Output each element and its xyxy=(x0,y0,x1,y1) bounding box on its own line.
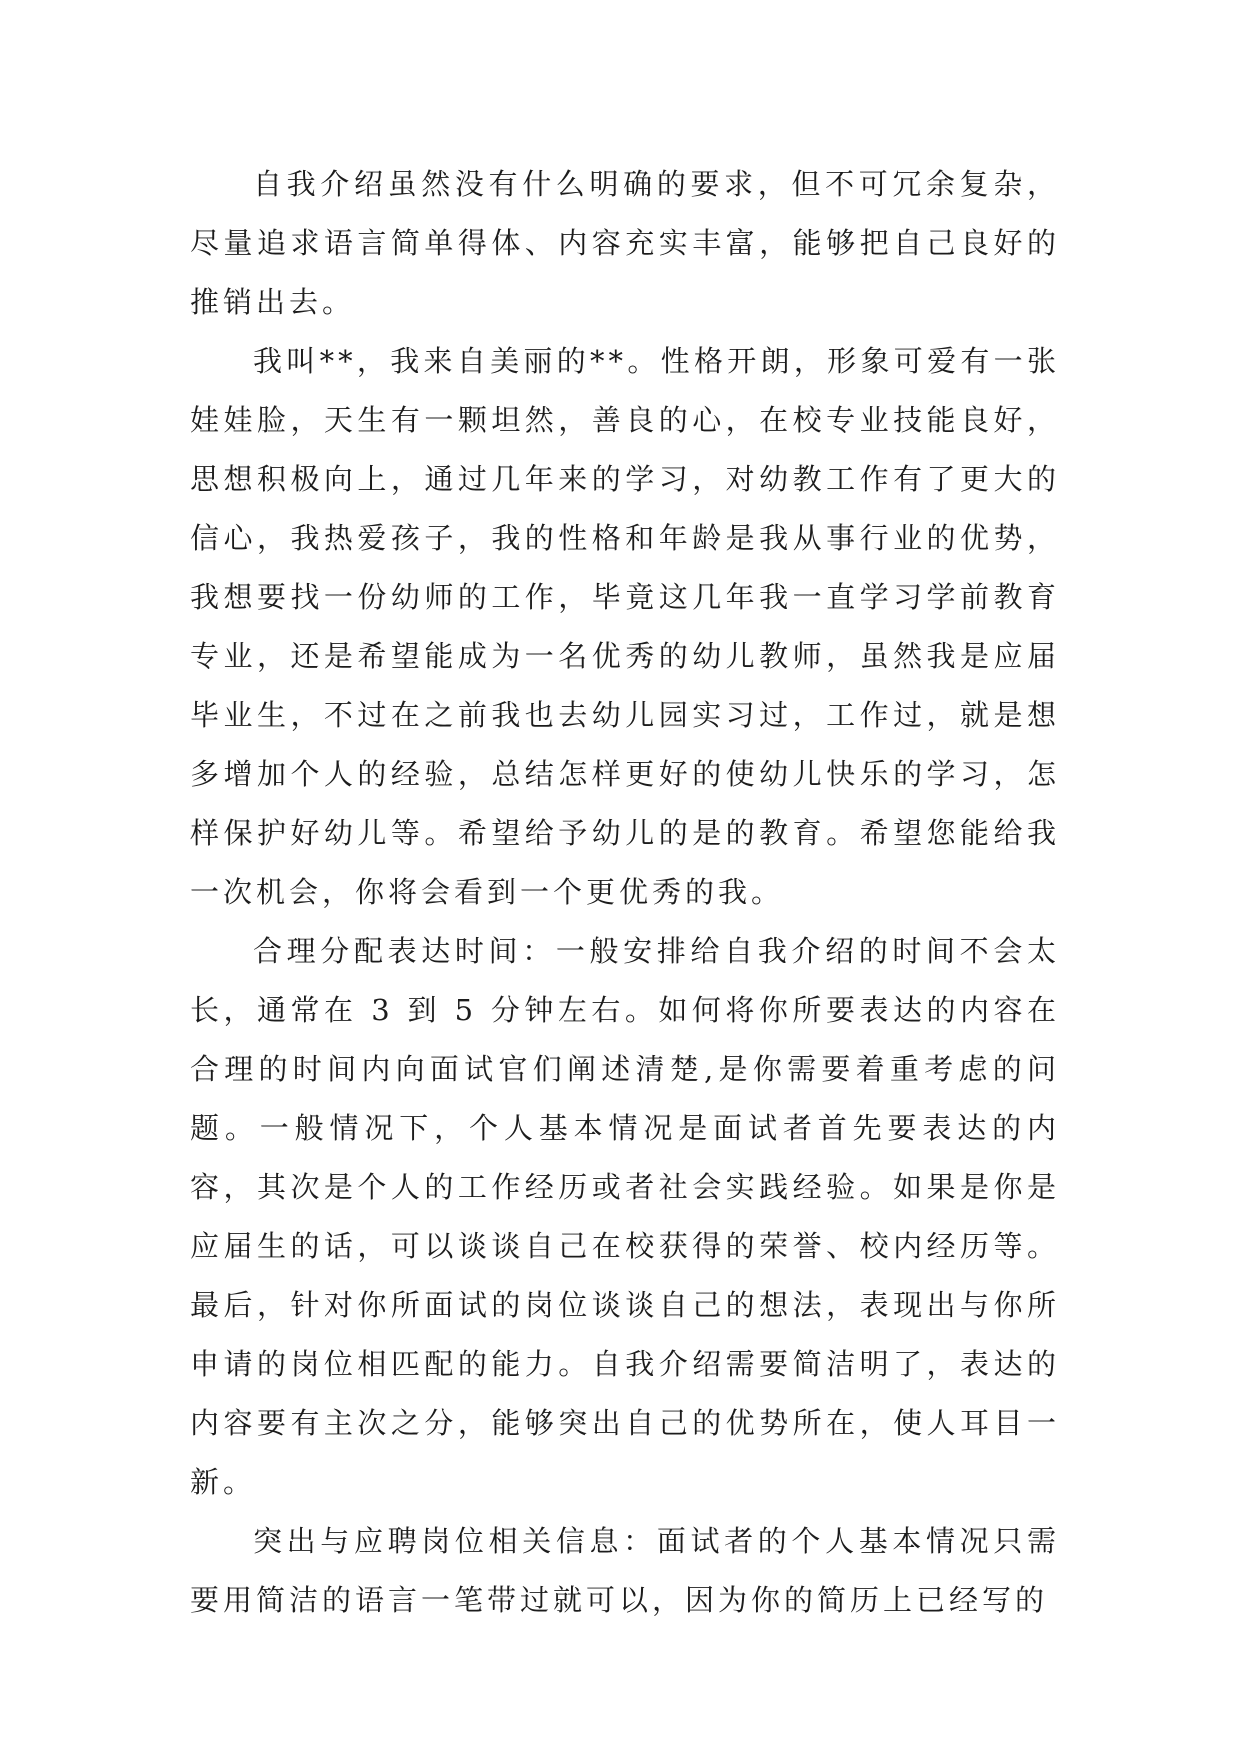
paragraph-self-introduction-sample: 我叫**，我来自美丽的**。性格开朗，形象可爱有一张娃娃脸，天生有一颗坦然，善良的心，在校专业技能良好，思想积极向上，通过几年来的学习，对幼教工作有了更大的信心，我热爱孩子，我的性格和年龄是我从事行业的优势，我想要找一份幼师的工作，毕竟这几年我一直学习学前教育专业，还是希望能成为一名优秀的幼儿教师，虽然我是应届毕业生，不过在之前我也去幼儿园实习过，工作过，就是想多增加个人的经验，总结怎样更好的使幼儿快乐的学习，怎样保护好幼儿等。希望给予幼儿的是的教育。希望您能给我一次机会，你将会看到一个更优秀的我。 xyxy=(190,344,1060,909)
paragraph-time-allocation: 合理分配表达时间：一般安排给自我介绍的时间不会太长，通常在 3 到 5 分钟左右。如何将你所要表达的内容在合理的时间内向面试官们阐述清楚,是你需要着重考虑的问题。一般情况下，个人基本情况是面试者首先要表达的内容，其次是个人的工作经历或者社会实践经验。如果是你是应届生的话，可以谈谈自己在校获得的荣誉、校内经历等。最后，针对你所面试的岗位谈谈自己的想法，表现出与你所申请的岗位相匹配的能力。自我介绍需要简洁明了，表达的内容要有主次之分，能够突出自己的优势所在，使人耳目一新。 xyxy=(190,934,1060,1499)
document-body xyxy=(190,155,1060,1630)
paragraph-highlight-relevant-info: 突出与应聘岗位相关信息：面试者的个人基本情况只需要用简洁的语言一笔带过就可以，因为你的简历上已经写的 xyxy=(190,1524,1060,1617)
paragraph-intro-requirements: 自我介绍虽然没有什么明确的要求，但不可冗余复杂，尽量追求语言简单得体、内容充实丰富，能够把自己良好的推销出去。 xyxy=(190,167,1060,319)
